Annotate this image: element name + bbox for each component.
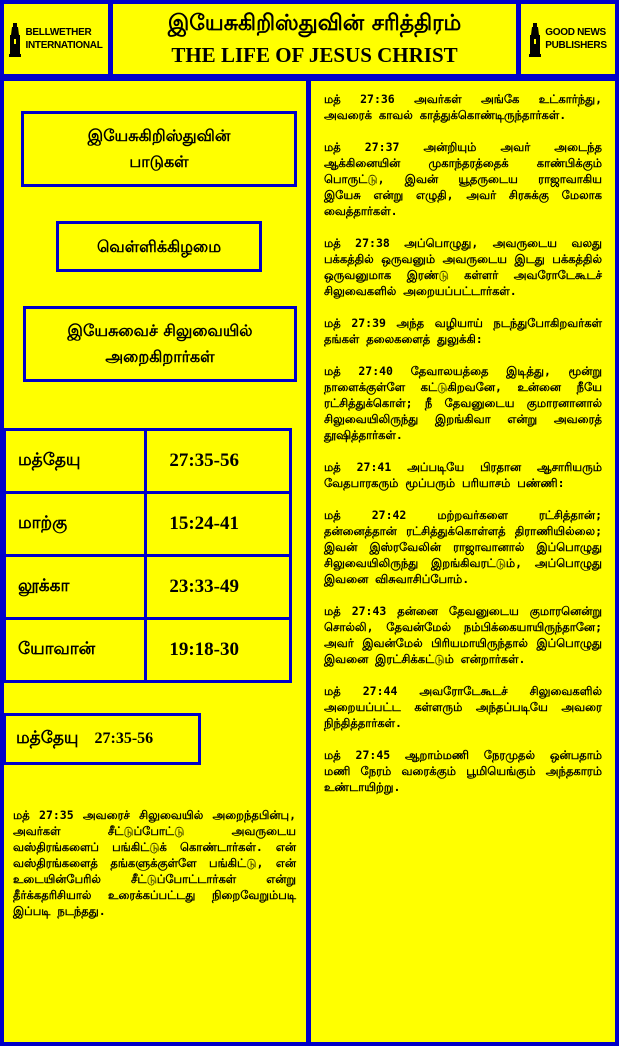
table-row <box>5 430 291 493</box>
section-title-box <box>21 111 297 187</box>
verse-paragraph: மத் 27:45 ஆறாம்மணி நேரமுதல் ஒன்பதாம் மணி நேரம் வரைக்கும் பூமியெங்கும் அந்தகாரம் உண்டாயிற்று. <box>324 748 602 794</box>
verse-paragraph: மத் 27:40 தேவாலயத்தை இடித்து, மூன்று நாளைக்குள்ளே கட்டுகிறவனே, உன்னை நீயே ரட்சித்துக்கொள்; நீ தேவனுடைய குமாரனானால் சிலுவையிலிருந்து இறங்கிவா என்று அவரைத் தூஷித்தார்கள். <box>324 364 602 442</box>
book-name: மத்தேயு <box>5 430 146 493</box>
event-title: இயேசுவைச் சிலுவையில் அறைகிறார்கள் <box>67 321 253 366</box>
verse-paragraph: மத் 27:43 தன்னை தேவனுடைய குமாரனென்று சொல்லி, தேவன்மேல் நம்பிக்கையாயிருந்தானே; அவர் இவன்மேல் பிரியமாயிருந்தால் இப்பொழுது இவனை இரட்சிக்கட்டும் என்றார்கள். <box>324 604 602 666</box>
verse-paragraph: மத் 27:41 அப்படியே பிரதான ஆசாரியரும் வேதபாரகரும் மூப்பரும் பரியாசம் பண்ணி: <box>324 460 602 490</box>
bell-tower-icon <box>9 21 21 57</box>
current-book: மத்தேயு <box>16 728 79 748</box>
day-box <box>56 221 262 272</box>
verse-paragraph: மத் 27:37 அன்றியும் அவர் அடைந்த ஆக்கினையின் முகாந்தரத்தைக் காண்பிக்கும் பொருட்டு, இவன் யூதருடைய ராஜாவாகிய இயேசு என்று எழுதி, அவர் சிரசுக்கு மேலாக வைத்தார்கள். <box>324 140 602 218</box>
logo-line-1: BELLWETHER <box>25 27 92 38</box>
verse-paragraph: மத் 27:36 அவர்கள் அங்கே உட்கார்ந்து, அவரைக் காவல் காத்துக்கொண்டிருந்தார்கள். <box>324 92 602 122</box>
bellwether-logo <box>4 4 108 74</box>
title-banner <box>113 4 516 74</box>
verse-paragraph: மத் 27:38 அப்பொழுது, அவருடைய வலது பக்கத்தில் ஒருவனும் அவருடைய இடது பக்கத்தில் ஒருவனுமாக இரண்டு கள்ளர் அவரோடேகூடச் சிலுவைகளில் அறையப்பட்டார்கள். <box>324 236 602 298</box>
current-reference-box <box>3 713 201 765</box>
table-row <box>5 619 291 682</box>
verse-paragraph: மத் 27:39 அந்த வழியாய் நடந்துபோகிறவர்கள் தங்கள் தலைகளைத் துலுக்கி: <box>324 316 602 346</box>
page-title-english: THE LIFE OF JESUS CHRIST <box>171 43 458 67</box>
bell-tower-icon <box>529 21 541 57</box>
book-name: லூக்கா <box>5 556 146 619</box>
good-news-logo <box>521 4 615 74</box>
verse-range: 27:35-56 <box>146 430 291 493</box>
verse-paragraph: மத் 27:35 அவரைச் சிலுவையில் அறைந்தபின்பு, அவர்கள் சீட்டுப்போட்டு அவருடைய வஸ்திரங்களைப் பங்கிட்டுக் கொண்டார்கள். என் வஸ்திரங்களைத் தங்களுக்குள்ளே பங்கிட்டு, என் உடையின்பேரில் சீட்டுப்போட்டார்கள் என்று தீர்க்கதரிசியால் உரைக்கப்பட்டது நிறைவேறும்படி இப்படி நடந்தது. <box>13 808 296 918</box>
day-label: வெள்ளிக்கிழமை <box>96 236 222 256</box>
current-verses: 27:35-56 <box>94 730 154 747</box>
logo-line-1: GOOD NEWS <box>545 27 606 38</box>
verse-list <box>311 81 615 795</box>
page-title-tamil: இயேசுகிறிஸ்துவின் சரித்திரம் <box>167 10 462 36</box>
logo-line-2: INTERNATIONAL <box>25 40 103 51</box>
verse-range: 23:33-49 <box>146 556 291 619</box>
section-title: இயேசுகிறிஸ்துவின் பாடுகள் <box>87 126 231 171</box>
table-row <box>5 556 291 619</box>
verse-range: 19:18-30 <box>146 619 291 682</box>
verse-paragraph: மத் 27:44 அவரோடேகூடச் சிலுவைகளில் அறையப்பட்ட கள்ளரும் அந்தப்படியே அவரை நிந்தித்தார்கள். <box>324 684 602 730</box>
book-name: மாற்கு <box>5 493 146 556</box>
table-row <box>5 493 291 556</box>
book-name: யோவான் <box>5 619 146 682</box>
verse-27-35-block <box>13 807 296 935</box>
event-box <box>23 306 297 382</box>
right-column <box>311 81 615 1042</box>
verse-range: 15:24-41 <box>146 493 291 556</box>
reference-table <box>3 428 292 683</box>
logo-line-2: PUBLISHERS <box>545 40 607 51</box>
verse-paragraph: மத் 27:42 மற்றவர்களை ரட்சித்தான்; தன்னைத்தான் ரட்சித்துக்கொள்ளத் திராணியில்லை; இவன் இஸ்ரவேலின் ராஜாவானால் இப்பொழுது சிலுவையிலிருந்து இறங்கிவரட்டும், அப்பொழுது இவனை விசுவாசிப்போம். <box>324 508 602 586</box>
